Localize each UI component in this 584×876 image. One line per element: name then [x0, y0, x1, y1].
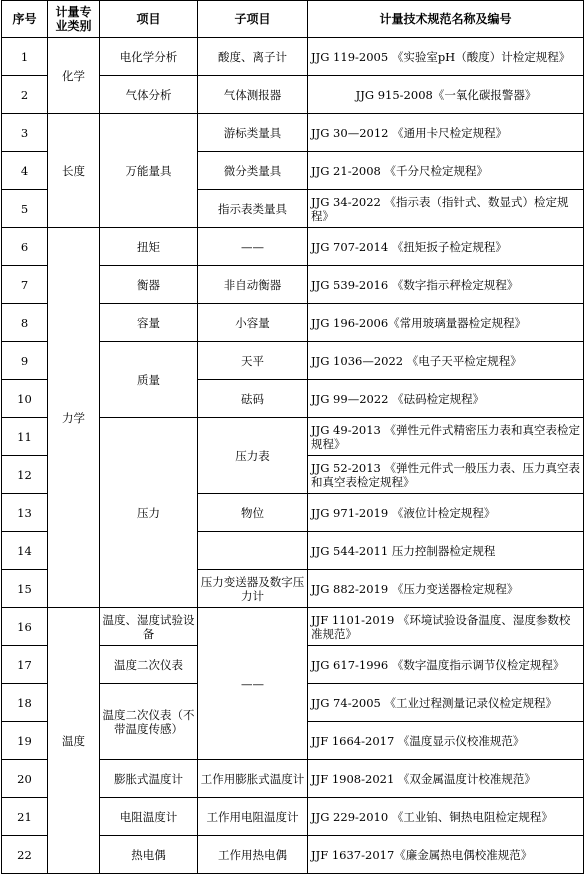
row-number: 8: [2, 304, 48, 342]
row-number: 6: [2, 228, 48, 266]
row-number: 3: [2, 114, 48, 152]
item-cell: 压力: [100, 418, 198, 608]
row-number: 5: [2, 190, 48, 228]
standard-cell: JJG 617-1996 《数字温度指示调节仪检定规程》: [308, 646, 584, 684]
header-standard: 计量技术规范名称及编号: [308, 1, 584, 38]
subitem-cell: 气体测报器: [198, 76, 308, 114]
subitem-cell: 酸度、离子计: [198, 38, 308, 76]
row-number: 14: [2, 532, 48, 570]
standard-cell: JJG 229-2010 《工业铂、铜热电阻检定规程》: [308, 798, 584, 836]
row-number: 18: [2, 684, 48, 722]
item-cell: 质量: [100, 342, 198, 418]
category-cell: 力学: [48, 228, 100, 608]
standard-cell: JJG 971-2019 《液位计检定规程》: [308, 494, 584, 532]
row-number: 11: [2, 418, 48, 456]
standard-cell: JJG 74-2005 《工业过程测量记录仪检定规程》: [308, 684, 584, 722]
row-number: 1: [2, 38, 48, 76]
item-cell: 容量: [100, 304, 198, 342]
subitem-cell: 物位: [198, 494, 308, 532]
row-number: 19: [2, 722, 48, 760]
standard-cell: JJG 119-2005 《实验室pH（酸度）计检定规程》: [308, 38, 584, 76]
standard-cell: JJG 544-2011 压力控制器检定规程: [308, 532, 584, 570]
row-number: 20: [2, 760, 48, 798]
subitem-cell: ——: [198, 228, 308, 266]
item-cell: 膨胀式温度计: [100, 760, 198, 798]
item-cell: 温度、湿度试验设备: [100, 608, 198, 646]
subitem-cell: 天平: [198, 342, 308, 380]
subitem-cell: 微分类量具: [198, 152, 308, 190]
header-no: 序号: [2, 1, 48, 38]
header-subitem: 子项目: [198, 1, 308, 38]
subitem-cell: 压力表: [198, 418, 308, 494]
item-cell: 电化学分析: [100, 38, 198, 76]
item-cell: 温度二次仪表（不带温度传感）: [100, 684, 198, 760]
subitem-cell: 砝码: [198, 380, 308, 418]
standard-cell: JJF 1908-2021 《双金属温度计校准规范》: [308, 760, 584, 798]
item-cell: 衡器: [100, 266, 198, 304]
category-cell: 化学: [48, 38, 100, 114]
item-cell: 万能量具: [100, 114, 198, 228]
standard-cell: JJG 1036—2022 《电子天平检定规程》: [308, 342, 584, 380]
standard-cell: JJG 915-2008《一氧化碳报警器》: [308, 76, 584, 114]
header-item: 项目: [100, 1, 198, 38]
subitem-cell: 非自动衡器: [198, 266, 308, 304]
table-row: [2, 228, 584, 266]
table-row: [2, 608, 584, 646]
standard-cell: JJF 1637-2017《廉金属热电偶校准规范》: [308, 836, 584, 874]
row-number: 16: [2, 608, 48, 646]
standard-cell: JJG 21-2008 《千分尺检定规程》: [308, 152, 584, 190]
table-row: [2, 114, 584, 152]
standard-cell: JJG 52-2013 《弹性元件式一般压力表、压力真空表和真空表检定规程》: [308, 456, 584, 494]
standard-cell: JJG 34-2022 《指示表（指针式、数显式）检定规程》: [308, 190, 584, 228]
category-cell: 温度: [48, 608, 100, 874]
row-number: 4: [2, 152, 48, 190]
standard-cell: JJG 882-2019 《压力变送器检定规程》: [308, 570, 584, 608]
row-number: 17: [2, 646, 48, 684]
item-cell: 热电偶: [100, 836, 198, 874]
subitem-cell: 工作用热电偶: [198, 836, 308, 874]
row-number: 21: [2, 798, 48, 836]
row-number: 10: [2, 380, 48, 418]
row-number: 7: [2, 266, 48, 304]
row-number: 9: [2, 342, 48, 380]
standard-cell: JJG 49-2013 《弹性元件式精密压力表和真空表检定规程》: [308, 418, 584, 456]
row-number: 22: [2, 836, 48, 874]
category-cell: 长度: [48, 114, 100, 228]
subitem-cell: ——: [198, 608, 308, 760]
row-number: 13: [2, 494, 48, 532]
subitem-cell: 工作用膨胀式温度计: [198, 760, 308, 798]
standard-cell: JJG 30—2012 《通用卡尺检定规程》: [308, 114, 584, 152]
header-row: [2, 1, 584, 38]
standard-cell: JJF 1664-2017 《温度显示仪校准规范》: [308, 722, 584, 760]
subitem-cell: 游标类量具: [198, 114, 308, 152]
standard-cell: JJG 539-2016 《数字指示秤检定规程》: [308, 266, 584, 304]
row-number: 15: [2, 570, 48, 608]
subitem-cell: 指示表类量具: [198, 190, 308, 228]
item-cell: 扭矩: [100, 228, 198, 266]
item-cell: 电阻温度计: [100, 798, 198, 836]
subitem-cell: 小容量: [198, 304, 308, 342]
item-cell: 气体分析: [100, 76, 198, 114]
standard-cell: JJG 707-2014 《扭矩扳子检定规程》: [308, 228, 584, 266]
subitem-cell: [198, 532, 308, 570]
row-number: 12: [2, 456, 48, 494]
subitem-cell: 压力变送器及数字压力计: [198, 570, 308, 608]
calibration-standards-table: [1, 0, 584, 874]
item-cell: 温度二次仪表: [100, 646, 198, 684]
subitem-cell: 工作用电阻温度计: [198, 798, 308, 836]
row-number: 2: [2, 76, 48, 114]
standard-cell: JJF 1101-2019 《环境试验设备温度、湿度参数校准规范》: [308, 608, 584, 646]
standard-cell: JJG 196-2006《常用玻璃量器检定规程》: [308, 304, 584, 342]
header-category: 计量专业类别: [48, 1, 100, 38]
standard-cell: JJG 99—2022 《砝码检定规程》: [308, 380, 584, 418]
table-row: [2, 38, 584, 76]
